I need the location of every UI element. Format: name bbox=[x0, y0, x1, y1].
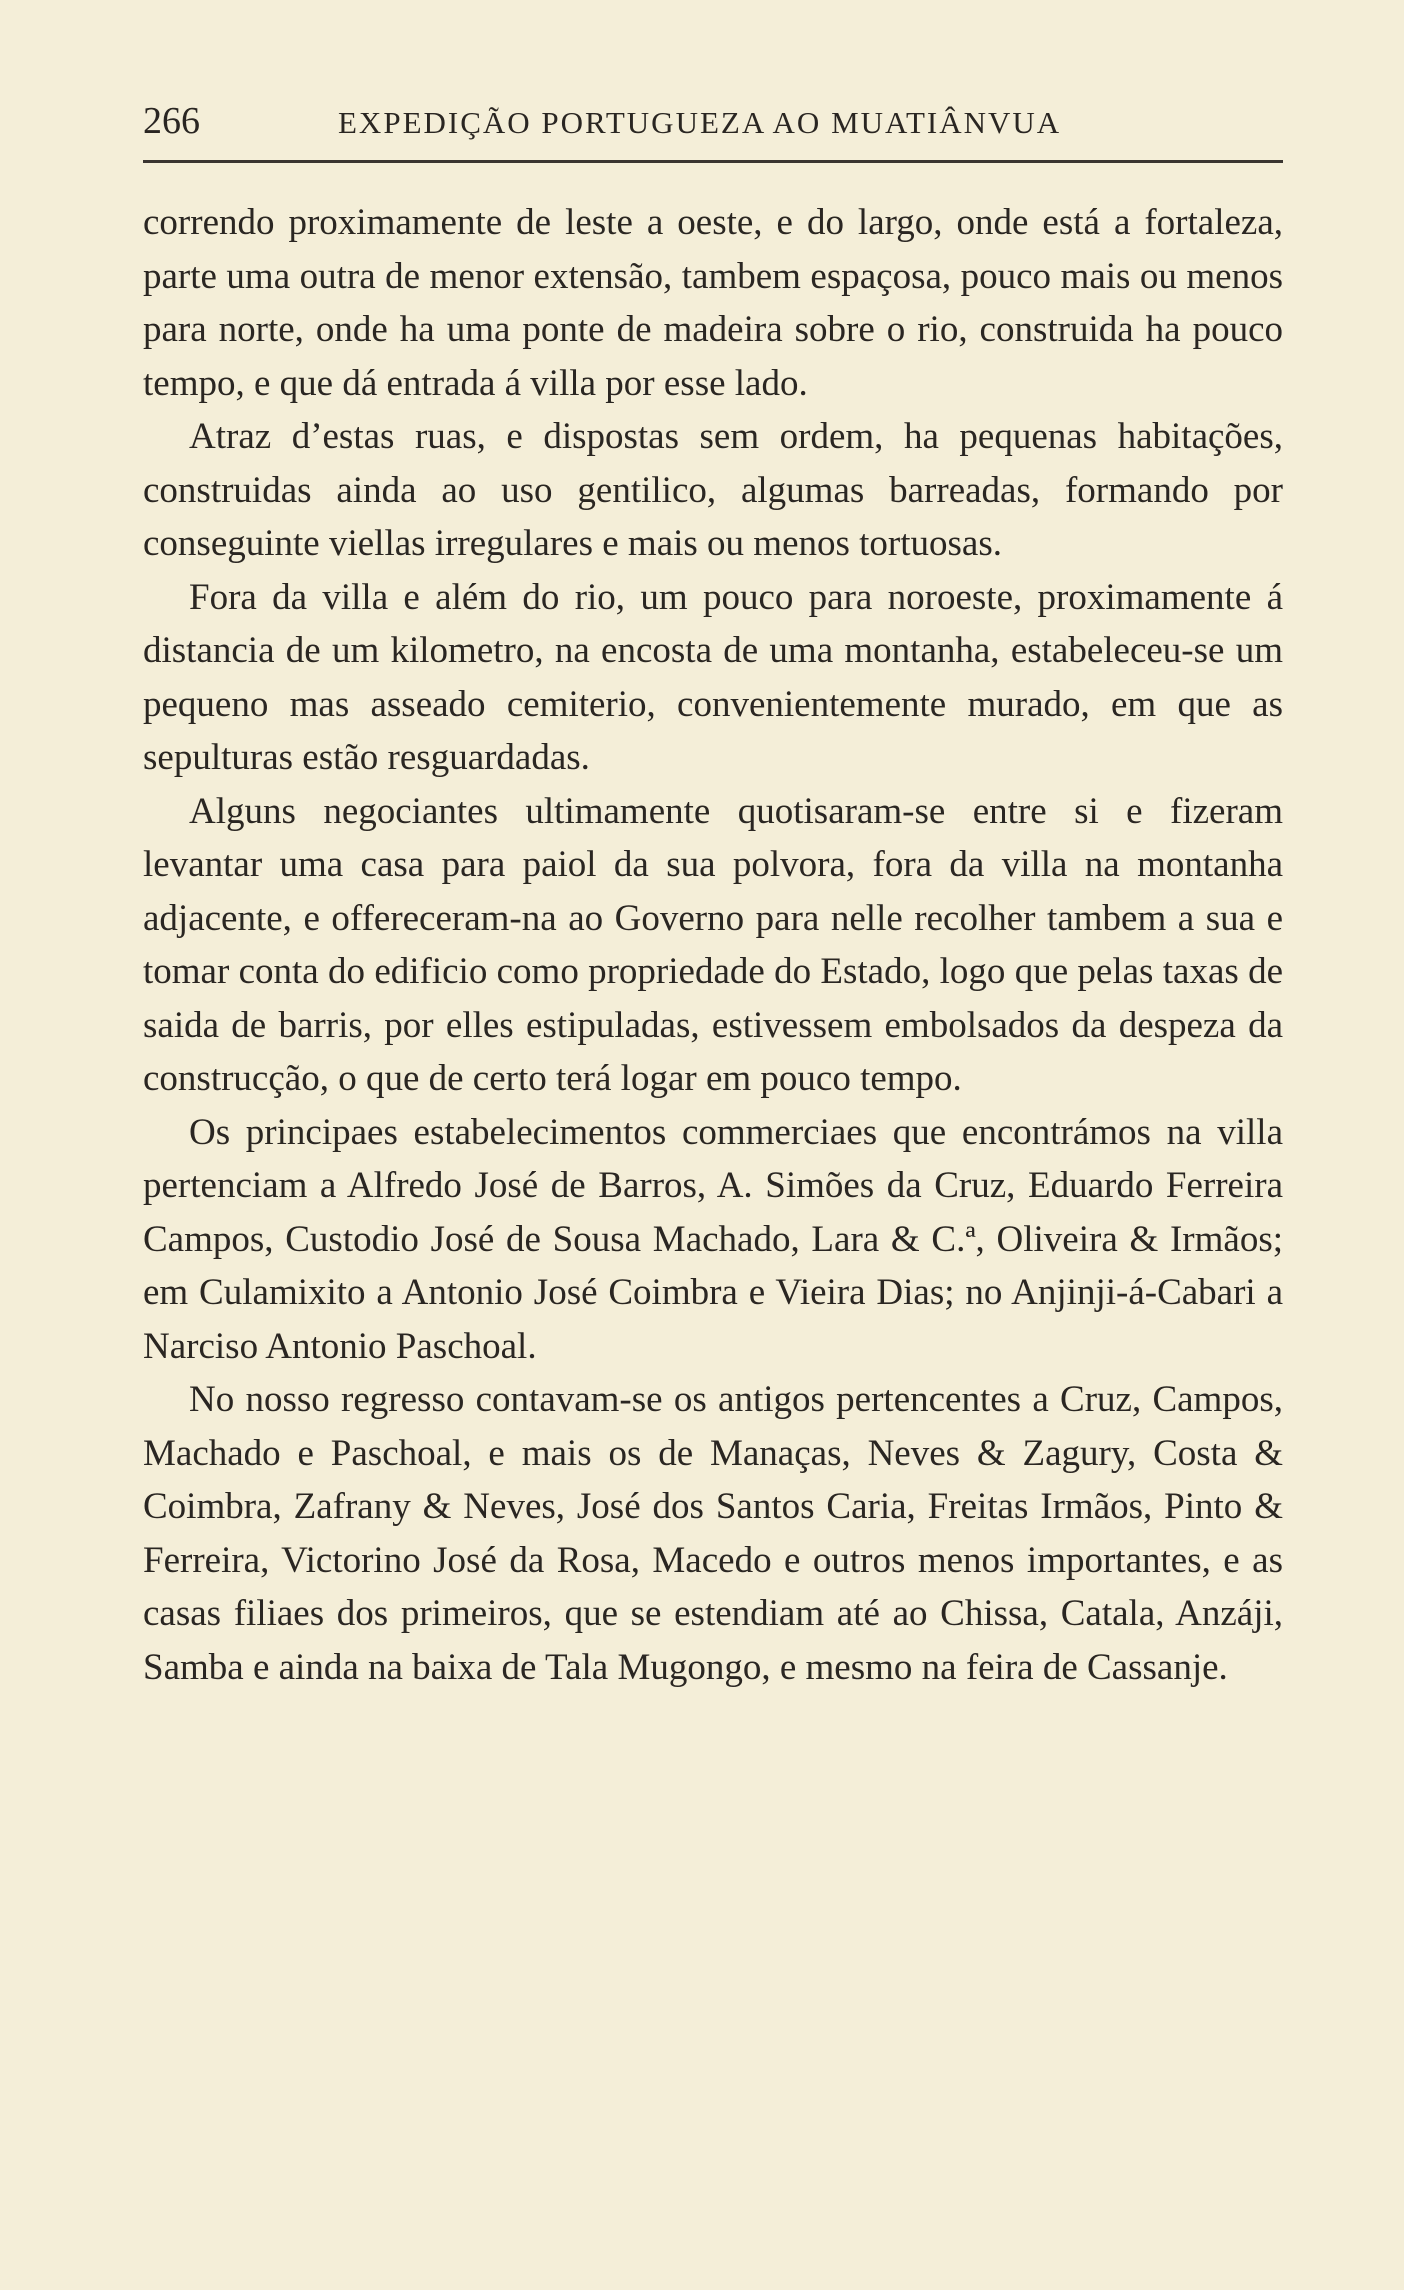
paragraph-1: correndo proximamente de leste a oeste, e do largo, onde está a fortaleza, parte uma outra de menor extensão, tambem espaçosa, pouco mais ou menos para norte, onde ha uma ponte de madeira sobre o rio, construida ha pouco tempo, e que dá entrada á villa por esse lado. bbox=[143, 202, 1283, 404]
running-head bbox=[143, 96, 1283, 146]
header-rule bbox=[143, 160, 1283, 163]
paragraph-3: Fora da villa e além do rio, um pouco para noroeste, proximamente á distancia de um kilometro, na encosta de uma montanha, estabeleceu-se um pequeno mas asseado cemiterio, convenientemente murado, em que as sepulturas estão resguardadas. bbox=[143, 576, 1283, 778]
paragraph-5: Os principaes estabelecimentos commerciaes que encontrámos na villa pertenciam a Alfredo José de Barros, A. Simões da Cruz, Eduardo Ferreira Campos, Custodio José de Sousa Machado, Lara & C.ª, Oliveira & Irmãos; em Culamixito a Antonio José Coimbra e Vieira Dias; no Anjinji-á-Cabari a Narciso Antonio Paschoal. bbox=[143, 1111, 1283, 1367]
paragraph-6: No nosso regresso contavam-se os antigos pertencentes a Cruz, Campos, Machado e Paschoal, e mais os de Manaças, Neves & Zagury, Costa & Coimbra, Zafrany & Neves, José dos Santos Caria, Freitas Irmãos, Pinto & Ferreira, Victorino José da Rosa, Macedo e outros menos importantes, e as casas filiaes dos primeiros, que se estendiam até ao Chissa, Catala, Anzáji, Samba e ainda na baixa de Tala Mugongo, e mesmo na feira de Cassanje. bbox=[143, 1379, 1283, 1688]
body-text bbox=[143, 196, 1283, 1694]
paragraph-4: Alguns negociantes ultimamente quotisaram-se entre si e fizeram levantar uma casa para paiol da sua polvora, fora da villa na montanha adjacente, e offereceram-na ao Governo para nelle recolher tambem a sua e tomar conta do edificio como propriedade do Estado, logo que pelas taxas de saida de barris, por elles estipuladas, estivessem embolsados da despeza da construcção, o que de certo terá logar em pouco tempo. bbox=[143, 790, 1283, 1099]
running-title: EXPEDIÇÃO PORTUGUEZA AO MUATIÂNVUA bbox=[338, 105, 1062, 140]
paragraph-2: Atraz d’estas ruas, e dispostas sem ordem, ha pequenas habitações, construidas ainda ao uso gentilico, algumas barreadas, formando por conseguinte viellas irregulares e mais ou menos tortuosas. bbox=[143, 416, 1283, 564]
page-number: 266 bbox=[143, 100, 200, 142]
